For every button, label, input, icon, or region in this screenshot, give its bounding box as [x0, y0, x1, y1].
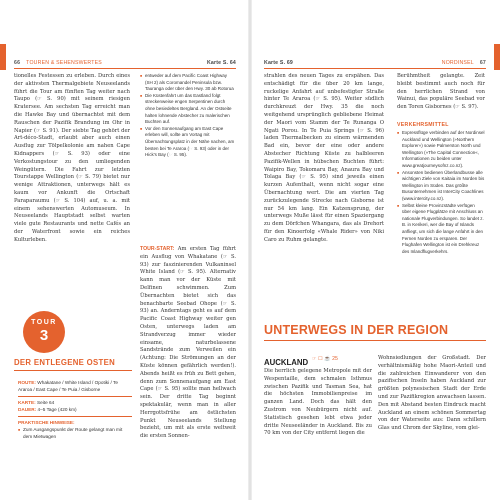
region-col1-text: Die herrlich gelegene Metropole mit der Wespentaille, dem schmalen Isthmus zwischen Pazifik und Tasman Sea, hat die höchsten Immobilienpreise im ganzen Land. Doch das hält den Zustrom von Neubürgern nicht auf. Statistisch gesehen lebt etwa jeder dritte Neuseeländer in Auckland. Bis zu 70 km von der City entfernt liegen die	[264, 368, 372, 437]
left-col2-text: Am ersten Tag führt ein Ausflug von Whakatane (☞ S. 93) zur faszinierenden Vulkaninsel White Island (☞ S. 95). Alternativ kann man vor der Küste mit Delfinen schwimmen. Zum Übernachten bietet sich das benachbarte Seebad Ohope (☞ S. 93) an. Anderntags geht es auf dem Pacific Coast Highway weiter gen Osten, unterwegs laden am Strandverzug immer wieder einsame, naturbelassene Sandstrände zum Verweilen ein (Achtung: Die Strömungen an der Küste können gefährlich werden!). Abends heißt es früh zu Bett gehen, denn zum Sonnenaufgang am East Cape (☞ S. 95) sollte man hellwach sein. Der dritte Tag beginnt spektakulär, wenn man in aller Herrgottsfrühe am östlichsten Punkt Neuseelands Stellung bezieht, um mit als erste weltweit die ersten Sonnen-	[140, 246, 236, 440]
verkehr-list	[397, 130, 485, 255]
verkehr-item: ■ Selbst kleine Provinzstädte verfügen über eigene Flugplätze mit Anschluss an nationale Flugverbindungen. So landet z. B. in Kerikeri, wer die Bay of Islands anfliegt, um sich die lange Anfahrt in den Fernen Norden zu ersparen. Der Flughafen Wellington ist ein Drehkreuz des Inlandflugverkehrs.	[397, 203, 485, 256]
tour-info	[18, 380, 132, 440]
left-note-box	[140, 73, 236, 159]
left-header-rule	[14, 68, 236, 69]
right-col2-text: Berühmtheit gelangte. Zeit bleibt bestimmt auch noch für den herrlichen Strand von Wainui, das populäre Seebad vor den Toren Gisbornes (☞ S. 97).	[397, 73, 485, 111]
region-col2-text: Wohnsiedlungen der Großstadt. Der verhältnismäßig hohe Maori-Anteil und die zahlreichen Einwanderer von den pazifischen Inseln haben Auckland zur größten polynesischen Stadt der Erde und zur Pazifikregion anwachsen lassen. Den mit Abstand besten Eindruck macht Auckland an einem schönen Sommertag von der Waterseite aus: Dann schillern Glas und Chrom der Skyline, vom glei-	[378, 355, 486, 432]
right-col1-text: strahlen des neuen Tages zu erspähen. Das entschädigt für die über 20 km lange, ruckelige Anfahrt auf unbefestigter Straße hinter Te Araroa (☞ S. 95). Weiter südlich durchkreuzt der Hwy. 35 die noch weitgehend ursprünglich gebliebene Heimat der Maori vom Stamm der Te Runanga O Ngati Porou. In Te Puia Springs (☞ S. 96) laden Thermalbecken zu einem wärmenden Bad ein, bevor der eine oder andere Abstecher Richtung Küste zu halbleeren Pazifik-Wellen in hübschen Buchten führt: Waipiro Bay, Tokomaru Bay, Anaura Bay und Tolaga Bay (☞ S. 95) sind jeweils einen kurzen Aufenthalt, wenn nicht sogar eine Übernachtung wert. Die am vierten Tag zurückzulegende Strecke nach Gisborne ist nur 54 km lang. Ein Katzensprung, der unterwegs Muße lässt für einen Spaziergang zu dem Dörfchen Whangara, das als Drehort für den Kinoerfolg «Whale Rider» von Niki Caro zu Ruhm gelangte.	[264, 73, 384, 243]
region-name: AUCKLAND	[264, 358, 309, 367]
tour-title-rule	[14, 370, 132, 371]
right-header	[264, 58, 486, 68]
region-col2	[378, 355, 486, 433]
right-col2	[397, 73, 485, 112]
tipps-label: PRAKTISCHE HINWEISE:	[18, 420, 75, 426]
left-page-number: 66	[14, 60, 21, 66]
tour-badge-number: 3	[39, 327, 49, 344]
section-rule	[264, 340, 486, 341]
region-icons: ☞ ☐ ☕ 25	[312, 356, 338, 362]
route-label: ROUTE:	[18, 380, 36, 385]
right-thumb-tab	[494, 44, 500, 70]
right-page-number: 67	[479, 60, 486, 66]
karte-label: KARTE:	[18, 400, 36, 406]
note-item: ■ entweder auf dem Pacific Coast Highway (SH 2) als Coromandel Peninsula bzw. Tauranga oder über den Hwy. 30 ab Rotorua	[140, 73, 236, 93]
dauer-label: DAUER:	[18, 406, 37, 412]
verkehr-title: VERKEHRSMITTEL	[397, 122, 449, 128]
karte-value: Seite 64	[37, 400, 55, 406]
left-thumb-tab	[0, 44, 6, 70]
right-col1	[264, 73, 384, 245]
left-col1-text: tionelles Festessen zu erleben. Durch eines der aktivsten Thermalgebiete Neuseelands führt die Tour am fünften Tag weiter nach Taupo (☞ S. 90) mit seinem riesigen Kratersee. Am sechsten Tag erreicht man die Hawke Bay und übernachtet mit dem Rauschen der Pazifik Brandung im Ohr in Napier (☞ S. 91). Der siebte Tag gehört der Art-déco-Stadt, erlaubt aber auch einen Ausflug zur Tölpelkolonie am nahen Cape Kidnappers (☞ S. 93) oder eine Verkostungstour zu den umliegenden Weingütern. Die Fahrt zur letzten Tourstappe Wellington (☞ S. 79) bietet nur wenige Attraktionen, unterwegs hält es kaum vor Ankunft die Ortschaft Paraparaumu (☞ S. 104) auf, u. a. mit einem sehenswerten Automuseum. In Neuseelands Hauptstadt selbst warten viele gute Restaurants und nette Cafés an der Waterfront sowie ein reiches Kulturleben.	[14, 73, 130, 243]
right-header-map-ref: Karte S. 69	[264, 60, 294, 66]
region-col1	[264, 368, 372, 438]
left-col2	[140, 246, 236, 441]
verkehr-item: ■ Ansonsten bedienen Überlandbusse alle wichtigen Ziele von Kaitaia im Norden bis Wellington im Süden. Das größte Busunternehmen ist InterCity Coachlines (www.intercity.co.nz).	[397, 170, 485, 203]
left-header-map-ref: Karte S. 64	[206, 60, 236, 66]
dauer-value: 4–5 Tage (420 km)	[37, 406, 77, 412]
left-header	[14, 58, 236, 68]
right-header-section: NORDINSEL	[441, 60, 474, 66]
left-col1	[14, 73, 130, 245]
verkehr-item: ■ Expressflüge verbinden auf der Nordinsel Auckland und Wellington (»Northern Explorer«) sowie Palmerston North und Wellington (»The Capital Connection«, Informationen zu beiden unter www.greatjourneysofnz.co.nz).	[397, 130, 485, 170]
bullet-icon: ■	[18, 427, 21, 432]
note-item: ■ Vor den Sonnenaufgang am East Cape erleben will, sollte am Vortag mit Übernachtungsplatz in der Nähe nachen, am besten bei Te Araroa (☞ S. 93) oder in der Hick's Bay (☞ S. 95).	[140, 126, 236, 159]
tour-info-divider	[18, 396, 132, 397]
section-heading: UNTERWEGS IN DER REGION	[264, 323, 449, 337]
tourstart-label: TOUR-START:	[140, 246, 175, 252]
tour-info-divider	[18, 416, 132, 417]
left-header-section: TOUREN & SEHENSWERTES	[26, 60, 102, 66]
right-header-rule	[264, 68, 486, 69]
route-value: Whakatane / White Island / Opotiki / Te Araroa / East Cape / Te Puia / Gisborne	[18, 380, 118, 392]
tipps-value: Zum Ausgangspunkt der Route gelangt man mit dem Mietwagen	[23, 426, 123, 439]
tour-title: DER ENTLEGENE OSTEN	[14, 358, 116, 367]
right-page	[250, 0, 500, 500]
tour-badge	[23, 311, 65, 353]
note-item: ■ Die Küstenfahrt um das Eastland folgt streckenweise engen Serpentinen durch ohne besiedeltes Bergland. An der Ostseite halten lohnende Abstecher zu malerischen Buchten auf.	[140, 93, 236, 126]
tour-badge-word: TOUR	[31, 319, 57, 326]
